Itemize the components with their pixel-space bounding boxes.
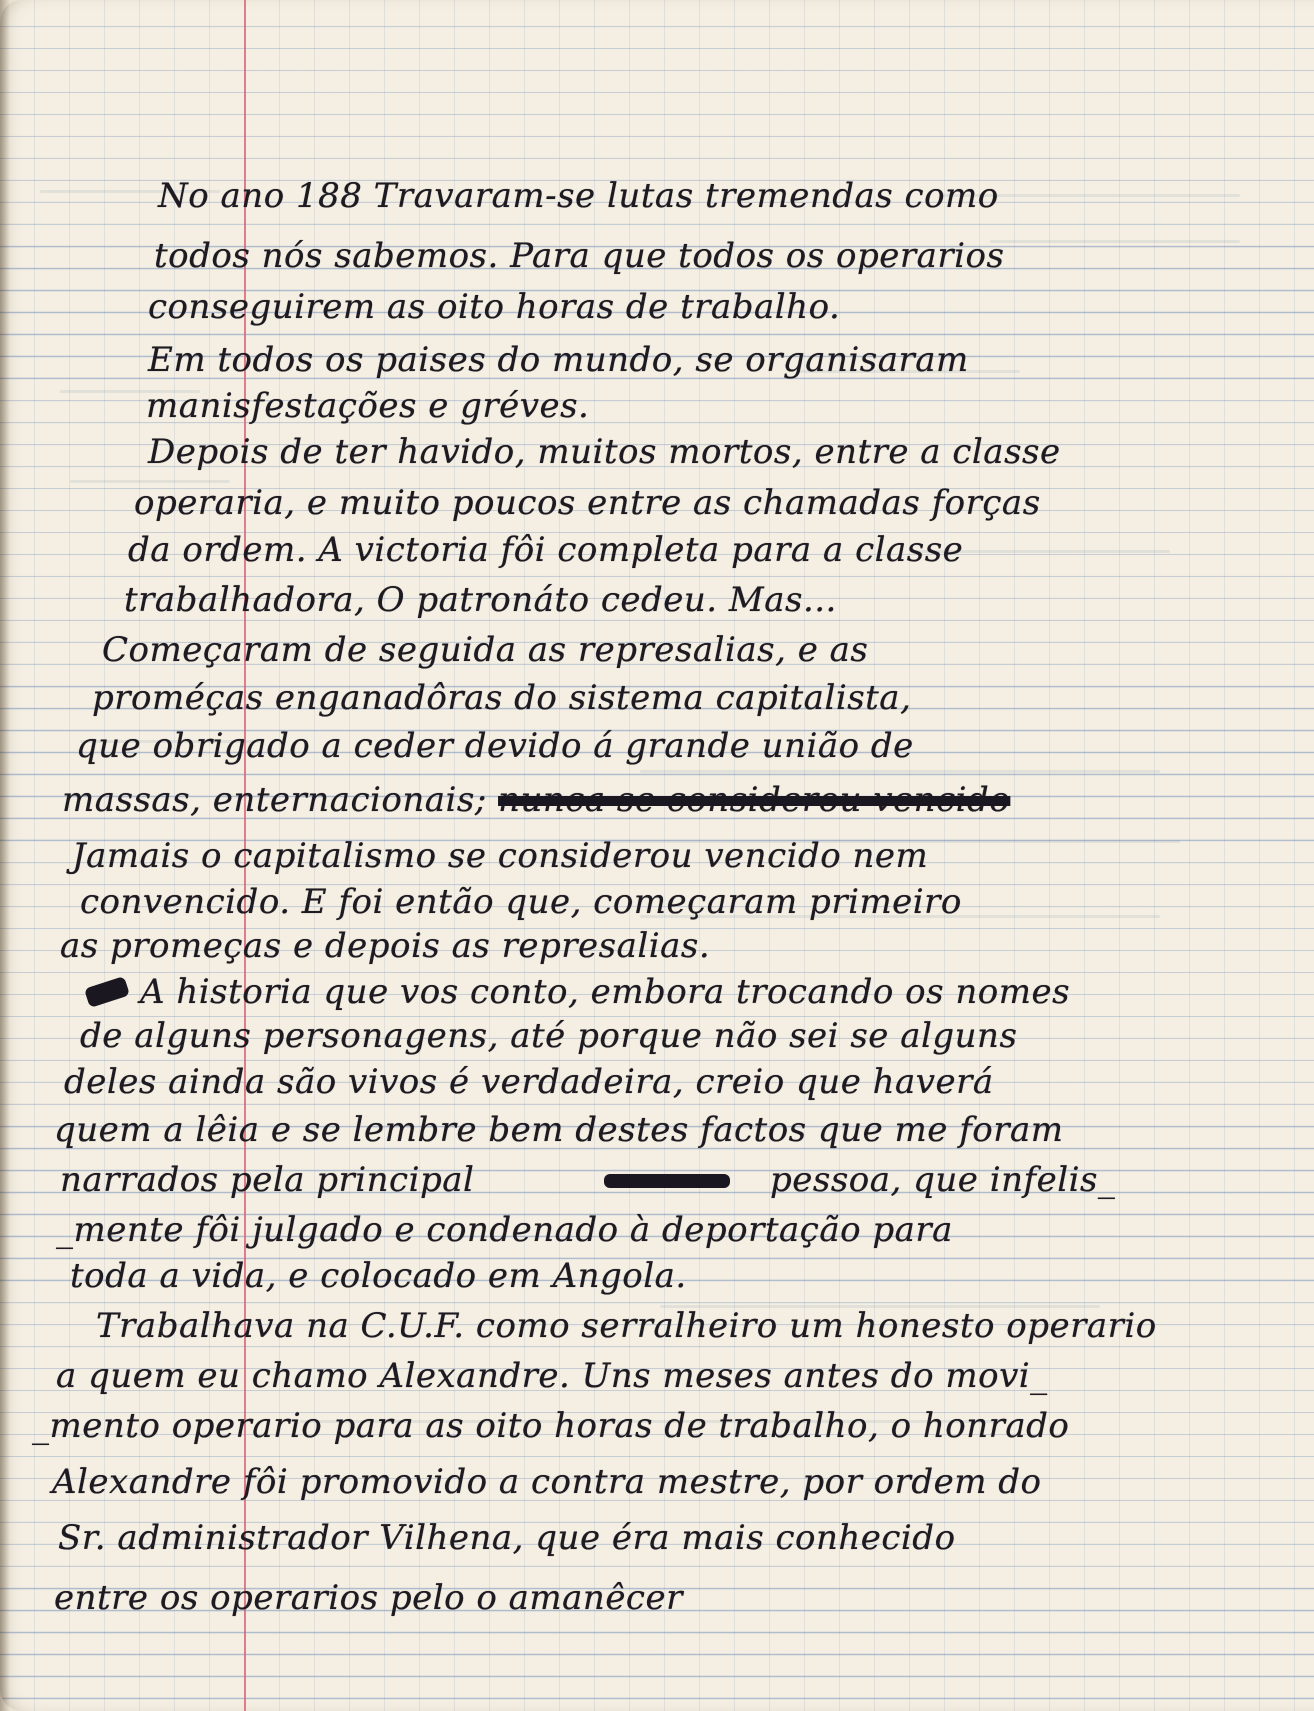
manuscript-line: No ano 188 Travaram-se lutas tremendas como [158, 176, 999, 216]
manuscript-line: manisfestações e gréves. [146, 386, 590, 426]
manuscript-line: quem a lêia e se lembre bem destes factos que me foram [54, 1110, 1064, 1150]
manuscript-line: Trabalhava na C.U.F. como serralheiro um honesto operario [96, 1306, 1157, 1346]
manuscript-text: massas, enternacionais; [62, 780, 487, 820]
manuscript-line: proméças enganadôras do sistema capitalista, [92, 678, 912, 718]
manuscript-line: convencido. E foi então que, começaram primeiro [80, 882, 962, 922]
manuscript-line: a quem eu chamo Alexandre. Uns meses antes do movi_ [56, 1356, 1048, 1396]
manuscript-line: Começaram de seguida as represalias, e as [102, 630, 869, 670]
manuscript-line: pessoa, que infelis_ [770, 1160, 1116, 1200]
manuscript-line: conseguirem as oito horas de trabalho. [148, 287, 841, 327]
manuscript-line: Jamais o capitalismo se considerou vencido nem [72, 836, 929, 876]
manuscript-line: as promeças e depois as represalias. [60, 926, 711, 966]
manuscript-line: A historia que vos conto, embora trocando os nomes [140, 972, 1071, 1012]
manuscript-line: Em todos os paises do mundo, se organisaram [148, 340, 969, 380]
struck-out-text: nunca se considerou vencido [498, 780, 1011, 820]
ink-blot [604, 1174, 730, 1188]
manuscript-line: todos nós sabemos. Para que todos os operarios [154, 236, 1005, 276]
manuscript-line: que obrigado a ceder devido á grande união de [76, 726, 914, 766]
ink-blot [84, 976, 130, 1008]
manuscript-line: trabalhadora, O patronáto cedeu. Mas... [124, 580, 837, 620]
manuscript-line: operaria, e muito poucos entre as chamadas forças [134, 483, 1041, 523]
manuscript-line: narrados pela principal [60, 1160, 475, 1200]
manuscript-line: entre os operarios pelo o amanêcer [54, 1578, 683, 1618]
manuscript-line: _mento operario para as oito horas de trabalho, o honrado [32, 1406, 1070, 1446]
manuscript-line: deles ainda são vivos é verdadeira, creio que haverá [64, 1062, 994, 1102]
manuscript-line: Sr. administrador Vilhena, que éra mais conhecido [58, 1518, 956, 1558]
manuscript-line: Depois de ter havido, muitos mortos, entre a classe [148, 432, 1061, 472]
manuscript-line: da ordem. A victoria fôi completa para a classe [128, 530, 964, 570]
manuscript-line: toda a vida, e colocado em Angola. [70, 1256, 687, 1296]
manuscript-line [62, 780, 1010, 820]
manuscript-line: Alexandre fôi promovido a contra mestre, por ordem do [52, 1462, 1042, 1502]
manuscript-line: de alguns personagens, até porque não sei se alguns [80, 1016, 1018, 1056]
manuscript-line: _mente fôi julgado e condenado à deportação para [56, 1210, 953, 1250]
